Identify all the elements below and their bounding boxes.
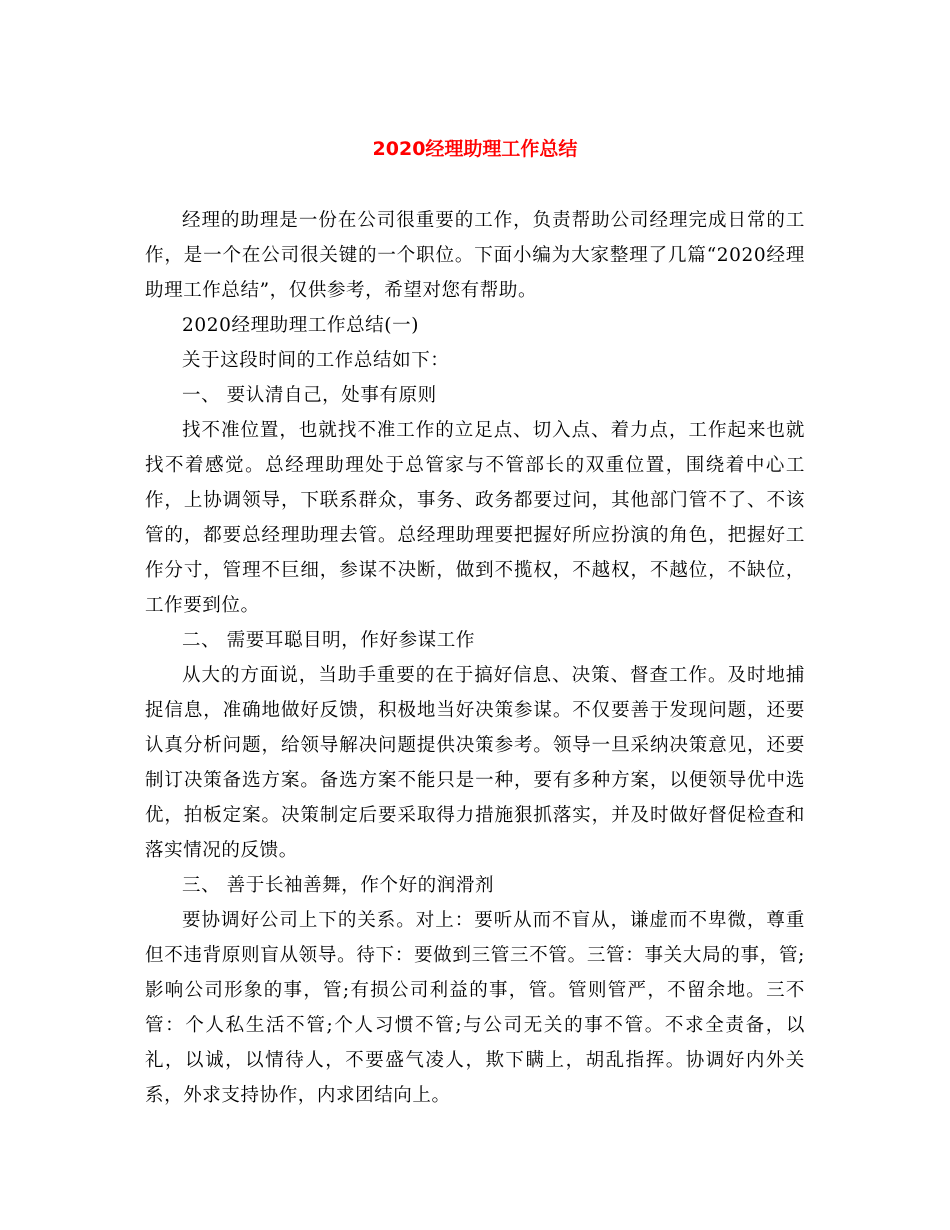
- section-heading-2: 二、 需要耳聪目明，作好参谋工作: [182, 630, 475, 651]
- summary-intro-line: 关于这段时间的工作总结如下：: [182, 350, 450, 371]
- intro-paragraph: 经理的助理是一份在公司很重要的工作，负责帮助公司经理完成日常的工作，是一个在公司很关键的一个职位。下面小编为大家整理了几篇“2020经理助理工作总结”，仅供参考，希望对您有帮助。: [145, 210, 805, 301]
- section-2-paragraph: 从大的方面说，当助手重要的在于搞好信息、决策、督查工作。及时地捕捉信息，准确地做好反馈，积极地当好决策参谋。不仅要善于发现问题，还要认真分析问题，给领导解决问题提供决策参考。领导一旦采纳决策意见，还要制订决策备选方案。备选方案不能只是一种，要有多种方案，以便领导优中选优，拍板定案。决策制定后要采取得力措施狠抓落实，并及时做好督促检查和落实情况的反馈。: [145, 665, 805, 861]
- page-title: 2020经理助理工作总结: [372, 138, 578, 160]
- subtitle-part-one: 2020经理助理工作总结(一): [182, 315, 420, 336]
- document-body: [145, 203, 805, 1113]
- section-1-paragraph: 找不准位置，也就找不准工作的立足点、切入点、着力点，工作起来也就找不着感觉。总经理助理处于总管家与不管部长的双重位置，围绕着中心工作，上协调领导，下联系群众，事务、政务都要过问，其他部门管不了、不该管的，都要总经理助理去管。总经理助理要把握好所应扮演的角色，把握好工作分寸，管理不巨细，参谋不决断，做到不揽权，不越权，不越位，不缺位，工作要到位。: [145, 420, 805, 616]
- section-heading-1: 一、 要认清自己，处事有原则: [182, 385, 437, 406]
- section-3-paragraph: 要协调好公司上下的关系。对上：要听从而不盲从，谦虚而不卑微，尊重但不违背原则盲从领导。待下：要做到三管三不管。三管：事关大局的事，管;影响公司形象的事，管;有损公司利益的事，管。管则管严，不留余地。三不管：个人私生活不管;个人习惯不管;与公司无关的事不管。不求全责备，以礼，以诚，以情待人，不要盛气凌人，欺下瞒上，胡乱指挥。协调好内外关系，外求支持协作，内求团结向上。: [145, 910, 805, 1106]
- section-heading-3: 三、 善于长袖善舞，作个好的润滑剂: [182, 875, 495, 896]
